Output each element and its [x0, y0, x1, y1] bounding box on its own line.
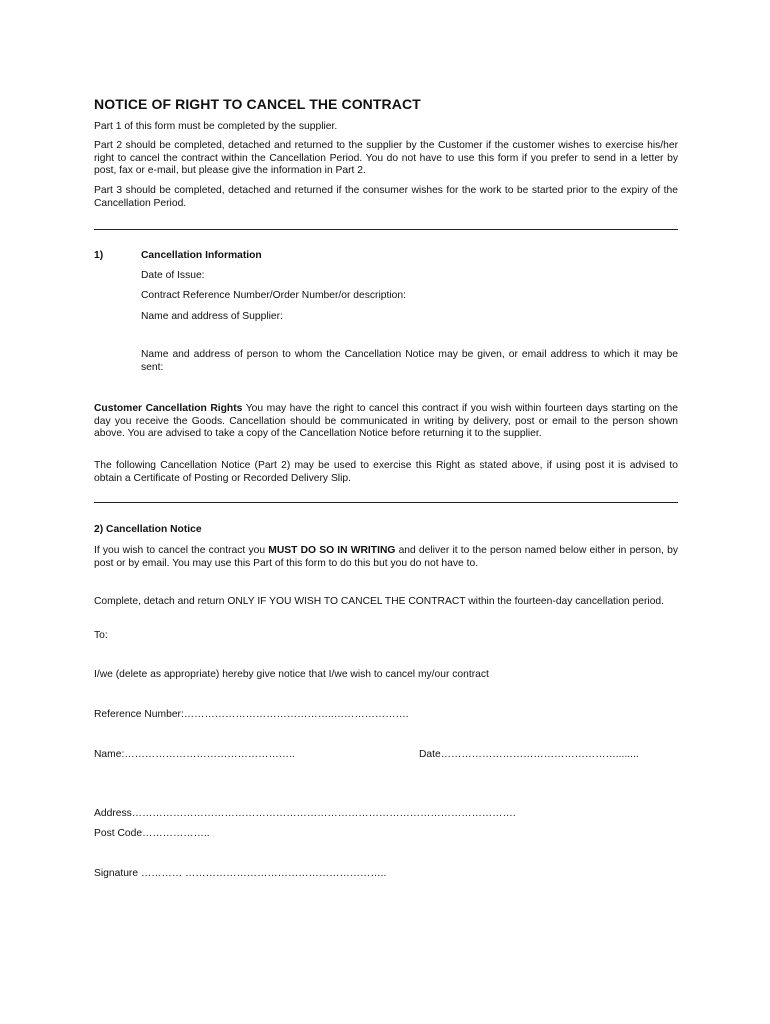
complete-instruction: Complete, detach and return ONLY IF YOU WISH TO CANCEL THE CONTRACT within the fourteen-day cancellation period. — [94, 596, 665, 607]
writing-instruction-pre: If you wish to cancel the contract you — [94, 545, 269, 556]
writing-instruction-bold: MUST DO SO IN WRITING — [268, 545, 396, 556]
posting-advice: The following Cancellation Notice (Part 2) may be used to exercise this Right as stated above, if using post it is advised to obtain a Certificate of Posting or Recorded Delivery Slip. — [94, 460, 678, 484]
divider-2 — [94, 502, 678, 503]
section1-number: 1) — [94, 250, 104, 261]
customer-rights-text: You may have the right to cancel this contract if you wish within fourteen days starting on the day you receive the Goods. Cancellation should be communicated in writing by delivery, post or email to the person shown above. You are advised to take a copy of the Cancellation Notice before returning it to the supplier. — [94, 403, 678, 440]
notice-statement: I/we (delete as appropriate) hereby give notice that I/we wish to cancel my/our contract — [94, 669, 489, 680]
reference-number-field[interactable]: Reference Number:……………………………………..…………………. — [94, 709, 409, 720]
divider-1 — [94, 229, 678, 230]
date-of-issue-label: Date of Issue: — [141, 270, 205, 281]
signature-field[interactable]: Signature ………… ………………………………………………….. — [94, 868, 387, 879]
date-field[interactable]: Date……………………………………………........ — [419, 749, 639, 760]
name-field[interactable]: Name:………………………………………….. — [94, 749, 295, 760]
cancellation-recipient-label: Name and address of person to whom the Cancellation Notice may be given, or email address to which it may be sent: — [141, 349, 678, 373]
contract-reference-label: Contract Reference Number/Order Number/or description: — [141, 290, 406, 301]
writing-instruction-post: and deliver it to the person named below either in person, by post or by email. You may use this Part of this form to do this but you do not have to. — [94, 545, 678, 569]
intro-part2: Part 2 should be completed, detached and returned to the supplier by the Customer if the customer wishes to exercise his/her right to cancel the contract within the Cancellation Period. You do not have to use this form if you prefer to send in a letter by post, fax or e-mail, but please give the information in Part 2. — [94, 140, 678, 177]
document-title: NOTICE OF RIGHT TO CANCEL THE CONTRACT — [94, 96, 421, 112]
intro-part3: Part 3 should be completed, detached and returned if the consumer wishes for the work to be started prior to the expiry of the Cancellation Period. — [94, 185, 678, 209]
writing-instruction — [94, 545, 678, 570]
supplier-label: Name and address of Supplier: — [141, 311, 283, 322]
address-field[interactable]: Address…………………………………………………………………………………………………. — [94, 808, 516, 819]
post-code-field[interactable]: Post Code……………….. — [94, 828, 210, 839]
intro-part1: Part 1 of this form must be completed by the supplier. — [94, 121, 338, 132]
to-field[interactable]: To: — [94, 630, 108, 641]
customer-rights-label: Customer Cancellation Rights — [94, 403, 243, 414]
section1-heading: Cancellation Information — [141, 250, 262, 261]
customer-rights-paragraph — [94, 403, 678, 441]
section2-heading: 2) Cancellation Notice — [94, 524, 202, 535]
